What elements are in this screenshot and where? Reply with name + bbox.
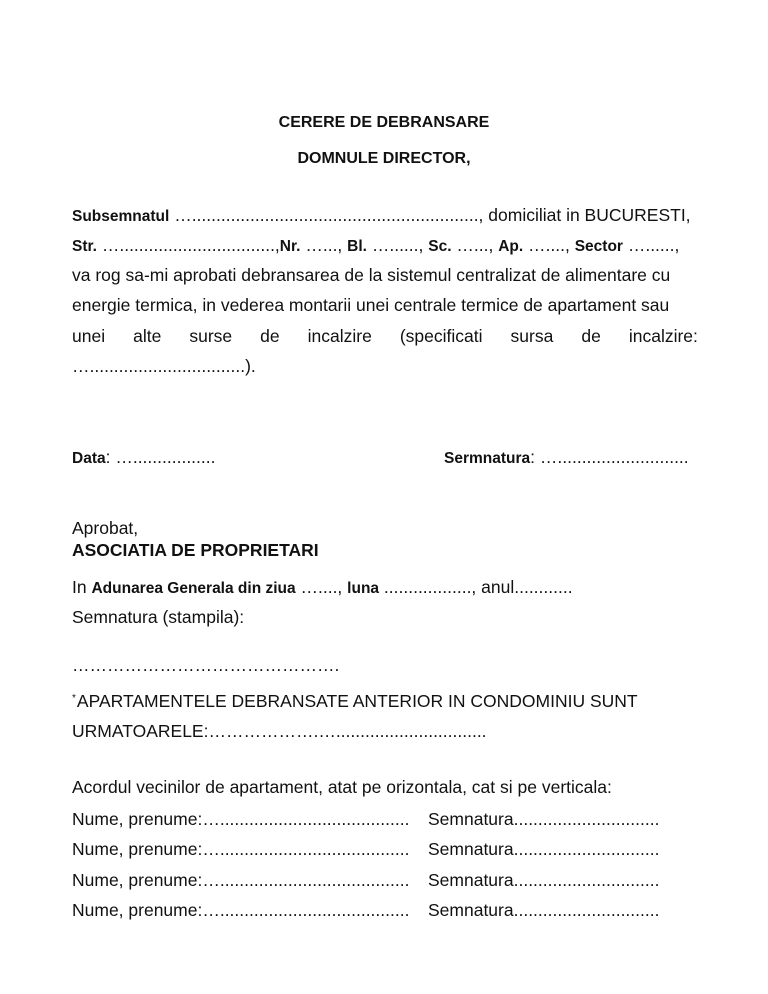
word: alte [133, 326, 162, 346]
neighbor-row [72, 808, 698, 830]
signature-label: Sermnatura [444, 450, 531, 467]
applicant-label: Subsemnatul [72, 208, 170, 225]
block-value: …......, [366, 235, 429, 255]
neighbor-signature: Semnatura.............................. [428, 809, 660, 829]
neighbor-name: Nume, prenume:…....................................... [72, 900, 410, 920]
neighbor-signature: Semnatura.............................. [428, 839, 660, 859]
neighbors-intro: Acordul vecinilor de apartament, atat pe orizontala, cat si pe verticala: [72, 777, 612, 797]
word: sursa [510, 326, 554, 346]
neighbor-signature: Semnatura.............................. [428, 870, 660, 890]
street-value: …................................, [96, 235, 280, 255]
neighbor-name: Nume, prenume:…....................................... [72, 809, 410, 829]
month-year-value: .................., anul............ [379, 577, 573, 597]
applicant-line [72, 204, 698, 228]
note-line-1 [72, 690, 698, 716]
request-line-2: energie termica, in vederea montarii unei centrale termice de apartament sau [72, 295, 670, 315]
date-signature-line [72, 446, 698, 470]
assembly-line [72, 576, 698, 600]
sector-value: …......, [622, 235, 680, 255]
street-label: Str. [72, 238, 97, 255]
neighbor-name: Nume, prenume:…....................................... [72, 870, 410, 890]
number-value: …..., [300, 235, 348, 255]
salutation: DOMNULE DIRECTOR, [297, 150, 471, 167]
signature-field [444, 446, 689, 470]
neighbor-row [72, 899, 698, 921]
date-value: : …................. [105, 447, 216, 467]
block-label: Bl. [347, 238, 367, 255]
address-line [72, 234, 698, 258]
stamp-dotted-line: ………………………………………. [72, 655, 340, 675]
note-line-2: URMATOARELE:……………….…............................... [72, 721, 487, 741]
staircase-label: Sc. [428, 238, 452, 255]
neighbor-signature: Semnatura.............................. [428, 900, 660, 920]
word: incalzire [307, 326, 372, 346]
assembly-prefix: In [72, 577, 92, 597]
staircase-value: …..., [451, 235, 499, 255]
request-line-3 [72, 325, 698, 347]
applicant-rest: …..........................................................., domiciliat in BUCURESTI, [169, 205, 691, 225]
word: (specificati [399, 326, 483, 346]
approved-label: Aprobat, [72, 518, 139, 538]
stamp-label: Semnatura (stampila): [72, 607, 245, 627]
number-label: Nr. [279, 238, 301, 255]
word: unei [72, 326, 106, 346]
date-label: Data [72, 450, 106, 467]
request-line-1: va rog sa-mi aprobati debransarea de la sistemul centralizat de alimentare cu [72, 265, 671, 285]
request-line-4: …................................). [72, 356, 256, 376]
word: de [260, 326, 280, 346]
word: surse [189, 326, 233, 346]
month-label: luna [347, 580, 380, 597]
note-marker: * [72, 693, 76, 704]
assembly-day: …...., [295, 577, 348, 597]
neighbor-row [72, 869, 698, 891]
neighbor-row [72, 838, 698, 860]
signature-value: : …........................... [530, 447, 689, 467]
apartment-value: …...., [523, 235, 575, 255]
note-text: APARTAMENTELE DEBRANSATE ANTERIOR IN CONDOMINIU SUNT [76, 691, 638, 711]
word: incalzire: [628, 326, 698, 346]
document-title: CERERE DE DEBRANSARE [278, 114, 490, 131]
association-title: ASOCIATIA DE PROPRIETARI [72, 540, 319, 560]
apartment-label: Ap. [498, 238, 524, 255]
assembly-label: Adunarea Generala din ziua [91, 580, 296, 597]
neighbor-name: Nume, prenume:…....................................... [72, 839, 410, 859]
word: de [581, 326, 601, 346]
sector-label: Sector [574, 238, 623, 255]
